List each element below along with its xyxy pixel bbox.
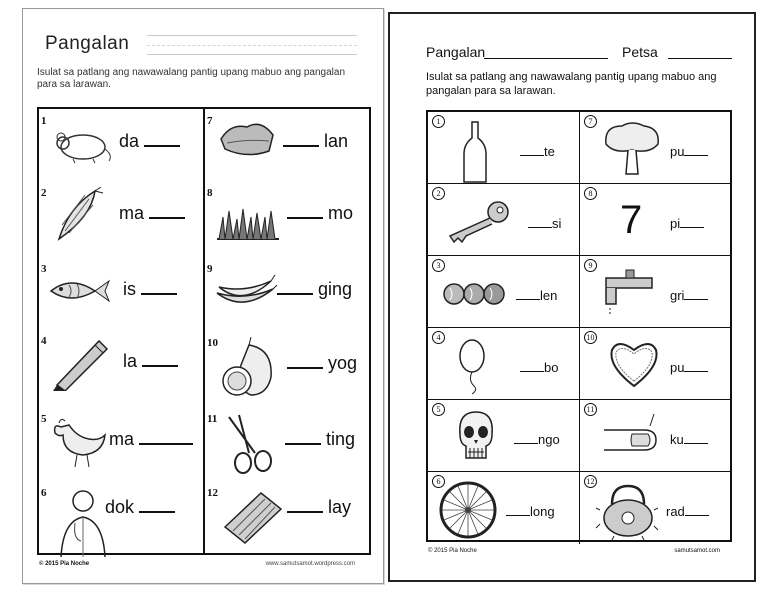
- answer-blank[interactable]: [141, 279, 177, 295]
- word-prompt: [287, 497, 351, 518]
- word-prompt: [670, 216, 704, 231]
- item-number: 12: [584, 475, 597, 488]
- syllable-text: yog: [328, 353, 358, 373]
- exercise-item: [205, 257, 371, 325]
- exercise-item: [580, 112, 732, 184]
- answer-blank[interactable]: [139, 429, 193, 445]
- coconut-icon: [221, 337, 285, 393]
- instructions: Isulat sa patlang ang nawawalang pantig upang mabuo ang pangalan para sa larawan.: [426, 71, 717, 97]
- exercise-item: [428, 472, 580, 544]
- item-number: 10: [207, 337, 218, 349]
- answer-blank[interactable]: [684, 288, 708, 300]
- faucet-icon: [602, 264, 666, 320]
- syllable-text: bo: [544, 360, 559, 375]
- copyright: © 2015 Pia Noche: [428, 548, 477, 554]
- syllable-text: ging: [318, 279, 353, 299]
- exercise-item: [205, 181, 371, 249]
- word-prompt: [666, 504, 709, 519]
- item-number: 1: [41, 115, 47, 127]
- word-prompt: [105, 497, 175, 518]
- exercise-item: [580, 328, 732, 400]
- exercise-item: [580, 184, 732, 256]
- name-label: Pangalan: [45, 33, 130, 54]
- item-number: 10: [584, 331, 597, 344]
- item-number: 3: [41, 263, 47, 275]
- word-prompt: [670, 432, 708, 447]
- item-number: 11: [207, 413, 218, 425]
- answer-blank[interactable]: [514, 432, 538, 444]
- name-label: Pangalan: [426, 44, 486, 60]
- syllable-text: ting: [326, 429, 356, 449]
- answer-blank[interactable]: [520, 360, 544, 372]
- answer-blank[interactable]: [684, 144, 708, 156]
- grass-icon: [215, 187, 279, 243]
- word-prompt: [516, 288, 557, 303]
- item-number: 9: [207, 263, 213, 275]
- word-prompt: [285, 429, 355, 450]
- bottle-icon: [456, 120, 520, 176]
- date-field[interactable]: [668, 58, 732, 59]
- corn-icon: [49, 187, 113, 243]
- answer-blank[interactable]: [142, 351, 178, 367]
- answer-blank[interactable]: [139, 497, 175, 513]
- word-prompt: [277, 279, 352, 300]
- answer-blank[interactable]: [506, 504, 530, 516]
- exercise-grid: [37, 107, 371, 555]
- marbles-icon: [440, 264, 504, 320]
- name-field[interactable]: [147, 35, 357, 55]
- word-prompt: [506, 504, 555, 519]
- exercise-item: [39, 181, 203, 249]
- answer-blank[interactable]: [287, 203, 323, 219]
- tree-icon: [600, 120, 664, 176]
- answer-blank[interactable]: [277, 279, 313, 295]
- scissors-icon: [219, 413, 283, 469]
- item-number: 6: [432, 475, 445, 488]
- exercise-item: [428, 112, 580, 184]
- syllable-text: ku: [670, 432, 684, 447]
- syllable-text: lay: [328, 497, 352, 517]
- fingernail-icon: [600, 408, 664, 464]
- syllable-text: da: [119, 131, 140, 151]
- website-link[interactable]: samutsamot.com: [674, 548, 720, 554]
- answer-blank[interactable]: [285, 429, 321, 445]
- item-number: 7: [207, 115, 213, 127]
- syllable-text: ngo: [538, 432, 560, 447]
- syllable-text: long: [530, 504, 555, 519]
- name-field[interactable]: [484, 58, 608, 59]
- item-number: 11: [584, 403, 597, 416]
- item-number: 4: [432, 331, 445, 344]
- item-number: 3: [432, 259, 445, 272]
- word-prompt: [119, 131, 180, 152]
- word-prompt: [123, 351, 178, 372]
- exercise-item: [205, 481, 371, 549]
- answer-blank[interactable]: [287, 353, 323, 369]
- word-prompt: [287, 353, 357, 374]
- item-number: 8: [584, 187, 597, 200]
- key-icon: [442, 192, 506, 248]
- syllable-text: dok: [105, 497, 135, 517]
- answer-blank[interactable]: [684, 432, 708, 444]
- exercise-item: [205, 331, 371, 399]
- answer-blank[interactable]: [516, 288, 540, 300]
- answer-blank[interactable]: [287, 497, 323, 513]
- item-number: 6: [41, 487, 47, 499]
- exercise-item: [205, 407, 371, 475]
- syllable-text: te: [544, 144, 555, 159]
- exercise-item: [580, 400, 732, 472]
- answer-blank[interactable]: [684, 360, 708, 372]
- mat-icon: [221, 487, 285, 543]
- syllable-text: si: [552, 216, 562, 231]
- wheel-icon: [438, 480, 502, 536]
- heart-icon: [606, 336, 670, 392]
- word-prompt: [514, 432, 560, 447]
- answer-blank[interactable]: [680, 216, 704, 228]
- word-prompt: [520, 144, 555, 159]
- number-seven: 7: [620, 198, 643, 242]
- syllable-text: gri: [670, 288, 685, 303]
- exercise-item: [428, 328, 580, 400]
- word-prompt: [283, 131, 348, 152]
- answer-blank[interactable]: [144, 131, 180, 147]
- item-number: 12: [207, 487, 218, 499]
- copyright: © 2015 Pia Noche: [39, 561, 90, 567]
- syllable-text: pu: [670, 360, 685, 375]
- date-label: Petsa: [622, 44, 658, 60]
- instructions: Isulat sa patlang ang nawawalang pantig upang mabuo ang pangalan para sa larawan.: [37, 67, 346, 90]
- website-link[interactable]: www.samutsamot.wordpress.com: [265, 561, 355, 567]
- cloud-icon: [217, 115, 281, 171]
- skull-icon: [452, 408, 516, 464]
- word-prompt: [109, 429, 193, 450]
- word-prompt: [670, 360, 708, 375]
- syllable-text: pi: [670, 216, 681, 231]
- pencil-icon: [51, 335, 115, 391]
- item-number: 4: [41, 335, 47, 347]
- word-prompt: [528, 216, 561, 231]
- exercise-item: [428, 184, 580, 256]
- word-prompt: [287, 203, 353, 224]
- exercise-item: [428, 400, 580, 472]
- item-number: 8: [207, 187, 213, 199]
- item-number: 9: [584, 259, 597, 272]
- word-prompt: [670, 144, 708, 159]
- hen-icon: [49, 413, 113, 469]
- lock-icon: [594, 480, 658, 536]
- exercise-item: [39, 329, 203, 397]
- exercise-item: [580, 472, 732, 544]
- syllable-text: is: [123, 279, 136, 299]
- exercise-item: [39, 481, 203, 549]
- word-prompt: [670, 288, 708, 303]
- item-number: 5: [41, 413, 47, 425]
- syllable-text: rad: [666, 504, 685, 519]
- left-worksheet: [22, 8, 384, 584]
- syllable-text: mo: [328, 203, 354, 223]
- exercise-item: [205, 109, 371, 177]
- syllable-text: lan: [324, 131, 349, 151]
- exercise-item: [428, 256, 580, 328]
- balloon-icon: [454, 336, 518, 392]
- answer-blank[interactable]: [283, 131, 319, 147]
- exercise-item: [39, 257, 203, 325]
- mouse-icon: [49, 115, 113, 171]
- word-prompt: [520, 360, 558, 375]
- fish-icon: [47, 263, 111, 319]
- word-prompt: [119, 203, 185, 224]
- item-number: 2: [432, 187, 445, 200]
- word-prompt: [123, 279, 177, 300]
- syllable-text: len: [540, 288, 558, 303]
- answer-blank[interactable]: [149, 203, 185, 219]
- syllable-text: pu: [670, 144, 685, 159]
- right-worksheet: [388, 12, 756, 582]
- exercise-grid: [426, 110, 732, 542]
- exercise-item: [580, 256, 732, 328]
- answer-blank[interactable]: [520, 144, 544, 156]
- item-number: 2: [41, 187, 47, 199]
- item-number: 5: [432, 403, 445, 416]
- answer-blank[interactable]: [528, 216, 552, 228]
- syllable-text: ma: [109, 429, 135, 449]
- syllable-text: la: [123, 351, 138, 371]
- item-number: 1: [432, 115, 445, 128]
- answer-blank[interactable]: [685, 504, 709, 516]
- syllable-text: ma: [119, 203, 145, 223]
- exercise-item: [39, 407, 203, 475]
- item-number: 7: [584, 115, 597, 128]
- bananas-icon: [213, 263, 277, 319]
- exercise-item: [39, 109, 203, 177]
